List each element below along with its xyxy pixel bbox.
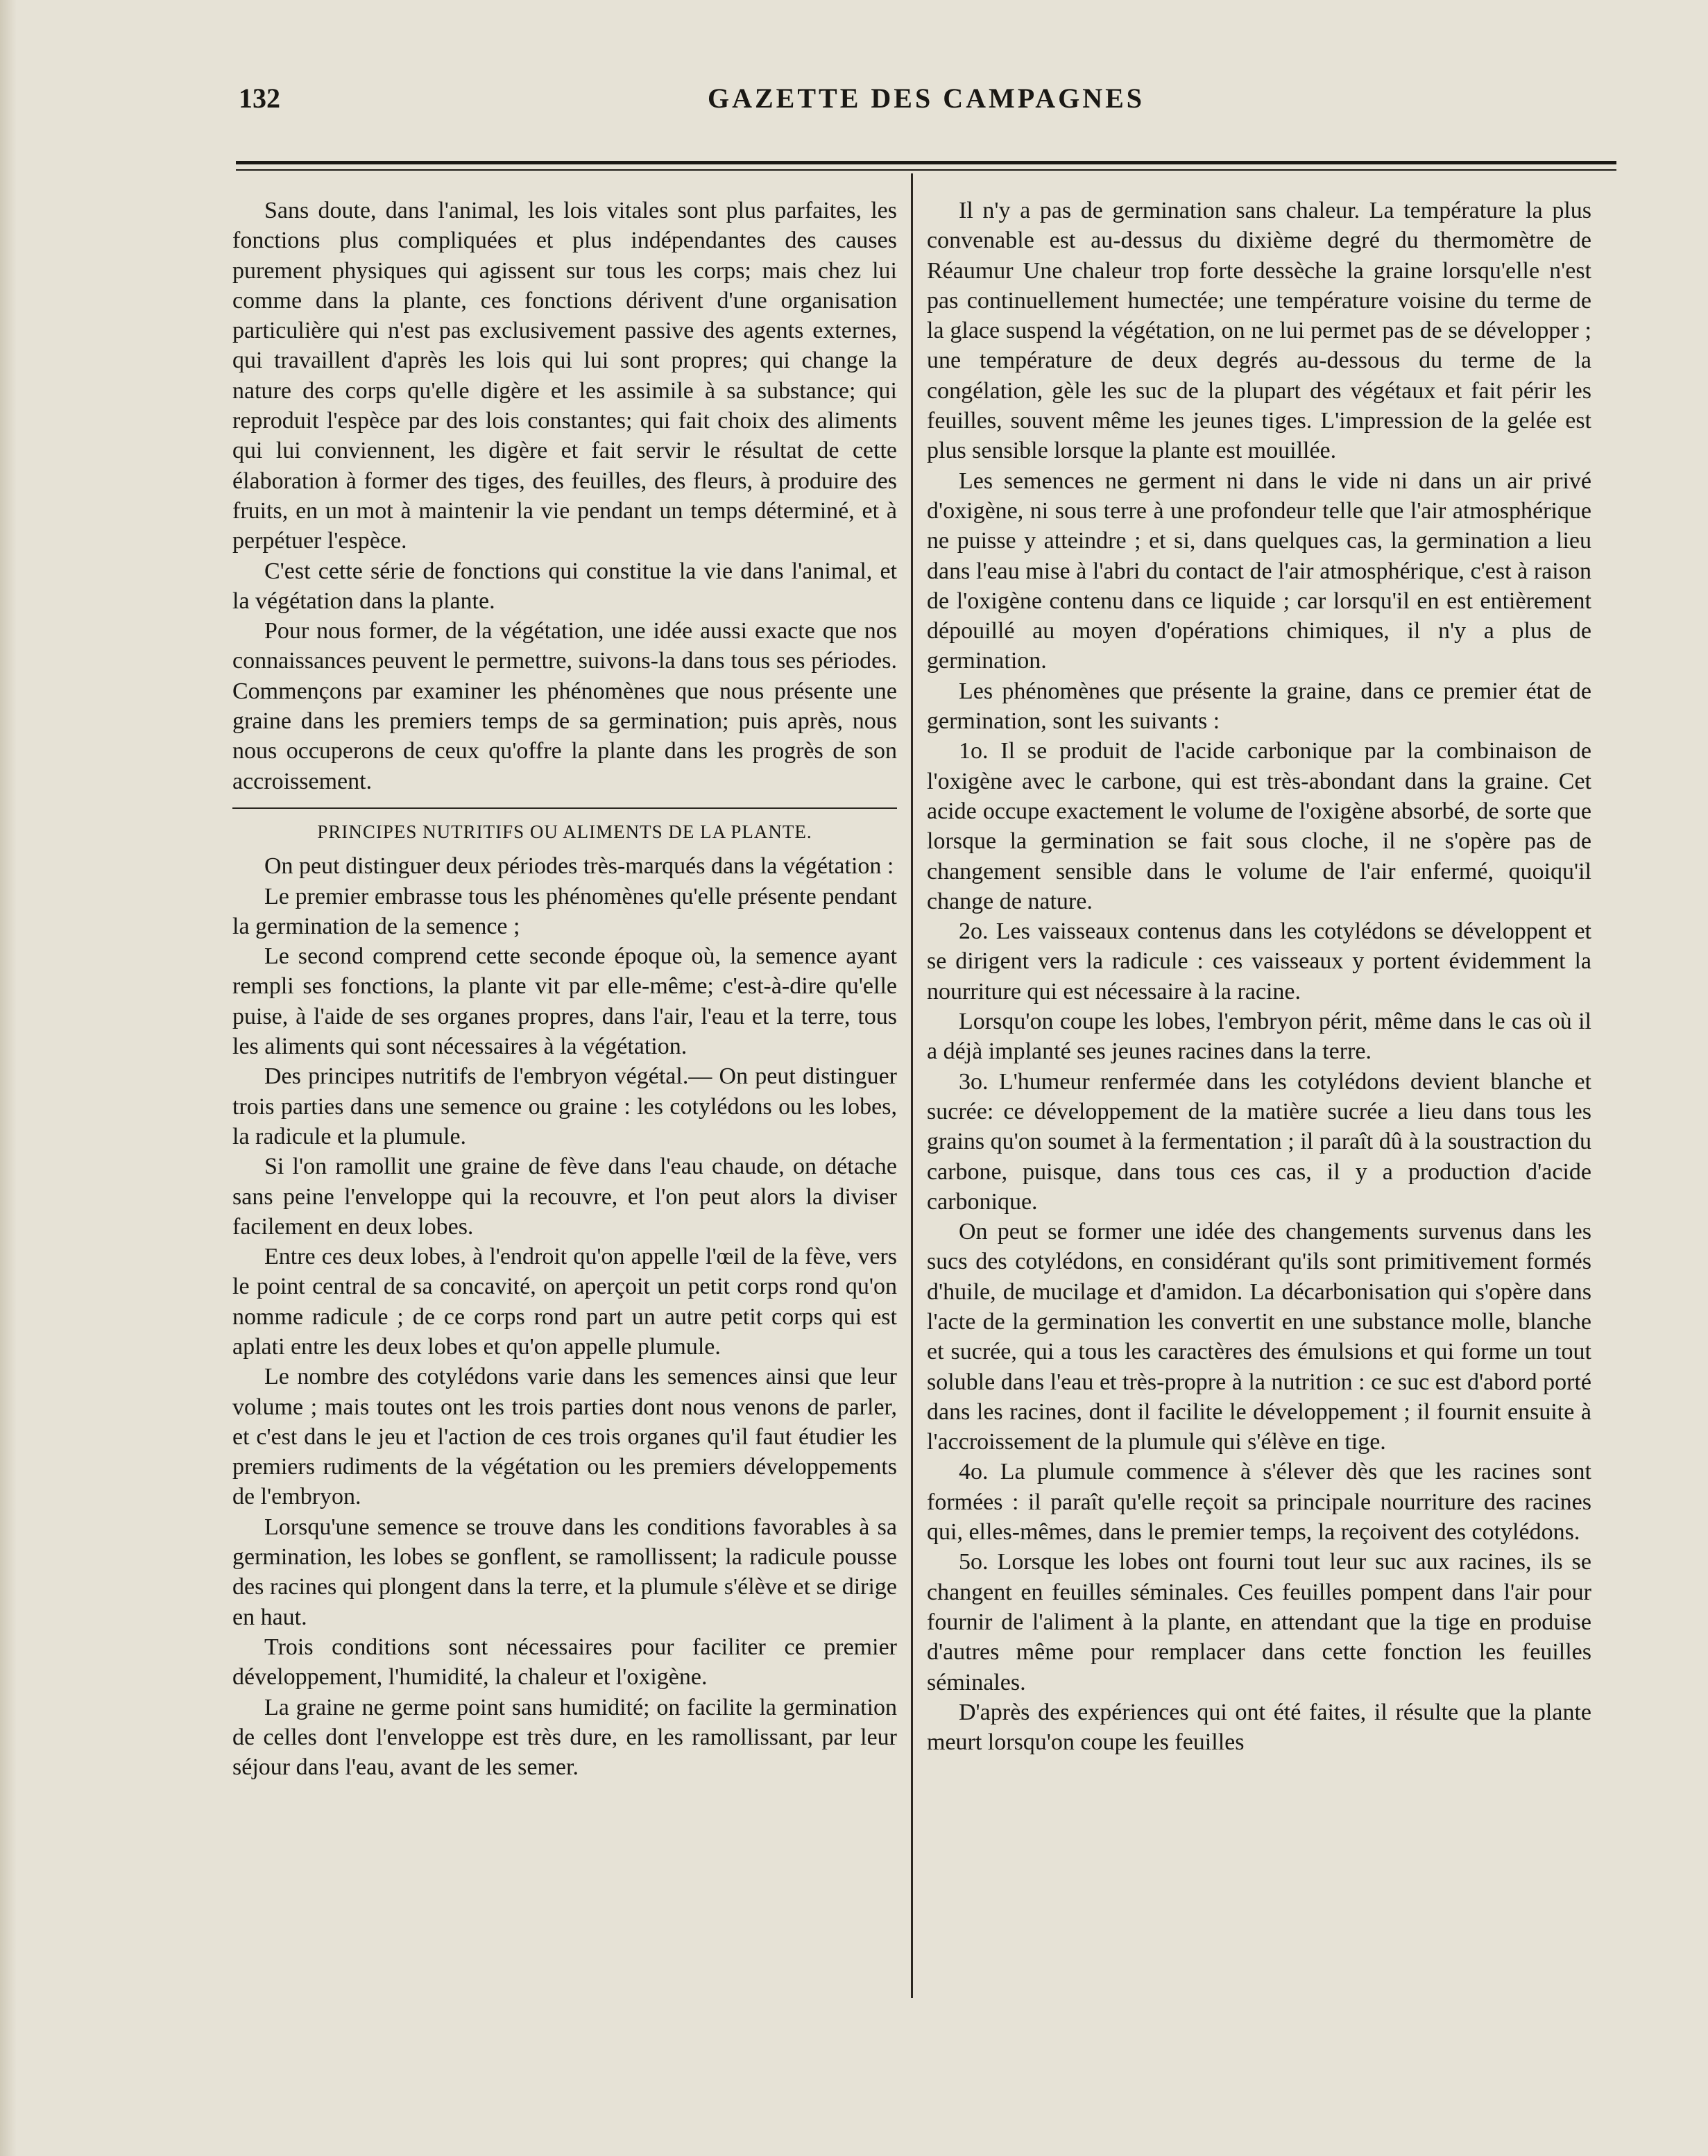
right-column bbox=[927, 196, 1591, 1757]
left-column bbox=[232, 196, 897, 1782]
paragraph: 2o. Les vaisseaux contenus dans les cotylédons se développent et se dirigent vers la radicule : ces vaisseaux y portent évidemment la nourriture qui est nécessaire à la racine. bbox=[927, 918, 1591, 1004]
paragraph: 5o. Lorsque les lobes ont fourni tout leur suc aux racines, ils se changent en feuilles séminales. Ces feuilles pompent dans l'air pour fournir de l'aliment à la plante, en attendant que la tige en produise d'autres même pour remplacer dans cette fonction les feuilles séminales. bbox=[927, 1549, 1591, 1695]
paragraph: Si l'on ramollit une graine de fève dans l'eau chaude, on détache sans peine l'enveloppe qui la recouvre, et l'on peut alors la diviser facilement en deux lobes. bbox=[232, 1154, 897, 1240]
paragraph: Le second comprend cette seconde époque où, la semence ayant rempli ses fonctions, la plante vit par elle-même; c'est-à-dire qu'elle puise, à l'aide de ses organes propres, dans l'air, l'eau et la terre, tous les aliments qui sont nécessaires à la végétation. bbox=[232, 943, 897, 1060]
paragraph: La graine ne germe point sans humidité; on facilite la germination de celles dont l'enveloppe est très dure, en les ramollissant, par leur séjour dans l'eau, avant de les semer. bbox=[232, 1694, 897, 1781]
page-header bbox=[229, 82, 1623, 123]
header-rule-heavy bbox=[236, 161, 1616, 164]
paragraph: On peut distinguer deux périodes très-marqués dans la végétation : bbox=[264, 853, 894, 880]
paragraph: Lorsqu'une semence se trouve dans les conditions favorables à sa germination, les lobes se gonflent, se ramollissent; la radicule pousse des racines qui plongent dans la terre, et la plumule s'élève et se dirige en haut. bbox=[232, 1514, 897, 1630]
page-number: 132 bbox=[239, 83, 280, 114]
column-divider bbox=[911, 173, 913, 1998]
paragraph: On peut se former une idée des changements survenus dans les sucs des cotylédons, en considérant qu'ils sont primitivement formés d'huile, de mucilage et d'amidon. La décarbonisation qui s'opère dans l'acte de la germination les convertit en une substance molle, blanche et sucrée, qui a tous les caractères des émulsions et qui forme un tout soluble dans l'eau et très-propre à la nutrition : ce suc est d'abord porté dans les racines, dont il facilite le développement ; il fournit ensuite à l'accroissement de la plumule qui s'élève en tige. bbox=[927, 1219, 1591, 1455]
paragraph: C'est cette série de fonctions qui constitue la vie dans l'animal, et la végétation dans la plante. bbox=[232, 558, 897, 614]
paragraph: Sans doute, dans l'animal, les lois vitales sont plus parfaites, les fonctions plus compliquées et plus indépendantes des causes purement physiques qui agissent sur tous les corps; mais chez lui comme dans la plante, ces fonctions dérivent d'une organisation particulière qui n'est pas exclusivement passive des agents externes, qui travaillent d'après les lois qui lui sont propres; qui change la nature des corps qu'elle digère et les assimile à sa substance; qui reproduit l'espèce par des lois constantes; qui fait choix des aliments qui lui conviennent, les digère et fait servir le résultat de cette élaboration à former des tiges, des feuilles, des fleurs, à produire des fruits, en un mot à maintenir la vie pendant un temps déterminé, et à perpétuer l'espèce. bbox=[232, 198, 897, 554]
paragraph: 1o. Il se produit de l'acide carbonique par la combinaison de l'oxigène avec le carbone, qui est très-abondant dans la graine. Cet acide occupe exactement le volume de l'oxigène absorbé, de sorte que lorsque la germination se fait sous cloche, il ne s'opère pas de changement sensible dans le volume de l'air enfermé, quoiqu'il change de nature. bbox=[927, 738, 1591, 914]
paragraph: Le premier embrasse tous les phénomènes qu'elle présente pendant la germination de la semence ; bbox=[232, 883, 897, 939]
paragraph: 3o. L'humeur renfermée dans les cotylédons devient blanche et sucrée: ce développement de la matière sucrée a lieu dans tous les grains qu'on soumet à la fermentation ; il paraît dû à la soustraction du carbone, puisque, dans tous ces cas, il y a production d'acide carbonique. bbox=[927, 1068, 1591, 1215]
paragraph: Le nombre des cotylédons varie dans les semences ainsi que leur volume ; mais toutes ont les trois parties dont nous venons de parler, et c'est dans le jeu et l'action de ces trois organes qu'il faut étudier les premiers rudiments de la végétation ou les premiers développements de l'embryon. bbox=[232, 1364, 897, 1510]
paragraph: 4o. La plumule commence à s'élever dès que les racines sont formées : il paraît qu'elle reçoit sa principale nourriture des racines qui, elles-mêmes, dans le premier temps, la reçoivent des cotylédons. bbox=[927, 1459, 1591, 1546]
running-title: GAZETTE DES CAMPAGNES bbox=[707, 83, 1145, 114]
section-heading: PRINCIPES NUTRITIFS OU ALIMENTS DE LA PLANTE. bbox=[232, 807, 897, 847]
paragraph: Les phénomènes que présente la graine, dans ce premier état de germination, sont les suivants : bbox=[927, 678, 1591, 735]
paragraph: Pour nous former, de la végétation, une idée aussi exacte que nos connaissances peuvent le permettre, suivons-la dans tous ses périodes. Commençons par examiner les phénomènes que nous présente une graine dans les premiers temps de sa germination; puis après, nous nous occuperons de ceux qu'offre la plante dans les progrès de son accroissement. bbox=[232, 618, 897, 794]
paragraph: D'après des expériences qui ont été faites, il résulte que la plante meurt lorsqu'on coupe les feuilles bbox=[927, 1699, 1591, 1756]
paragraph: Lorsqu'on coupe les lobes, l'embryon périt, même dans le cas où il a déjà implanté ses jeunes racines dans la terre. bbox=[927, 1009, 1591, 1065]
paragraph: Entre ces deux lobes, à l'endroit qu'on appelle l'œil de la fève, vers le point central de sa concavité, on aperçoit un petit corps rond qu'on nomme radicule ; de ce corps rond part un autre petit corps qui est aplati entre les deux lobes et qu'on appelle plumule. bbox=[232, 1244, 897, 1360]
paragraph: Les semences ne germent ni dans le vide ni dans un air privé d'oxigène, ni sous terre à une profondeur telle que l'air atmosphérique ne puisse y atteindre ; et si, dans quelques cas, la germination a lieu dans l'eau mise à l'abri du contact de l'air atmosphérique, c'est à raison de l'oxigène contenu dans ce liquide ; car lorsqu'il en est entièrement dépouillé au moyen d'opérations chimiques, il n'y a plus de germination. bbox=[927, 468, 1591, 674]
paragraph: Trois conditions sont nécessaires pour faciliter ce premier développement, l'humidité, la chaleur et l'oxigène. bbox=[232, 1634, 897, 1691]
header-rule-thin bbox=[236, 169, 1616, 171]
paragraph: Des principes nutritifs de l'embryon végétal.— On peut distinguer trois parties dans une semence ou graine : les cotylédons ou les lobes, la radicule et la plumule. bbox=[232, 1063, 897, 1149]
paragraph: Il n'y a pas de germination sans chaleur. La température la plus convenable est au-dessus du dixième degré du thermomètre de Réaumur Une chaleur trop forte dessèche la graine lorsqu'elle n'est pas continuellement humectée; une température voisine du terme de la glace suspend la végétation, on ne lui permet pas de se développer ; une température de deux degrés au-dessous du terme de la congélation, gèle les suc de la plupart des végétaux et fait périr les feuilles, souvent même les jeunes tiges. L'impression de la gelée est plus sensible lorsque la plante est mouillée. bbox=[927, 198, 1591, 464]
scan-edge-shadow bbox=[0, 0, 17, 2156]
